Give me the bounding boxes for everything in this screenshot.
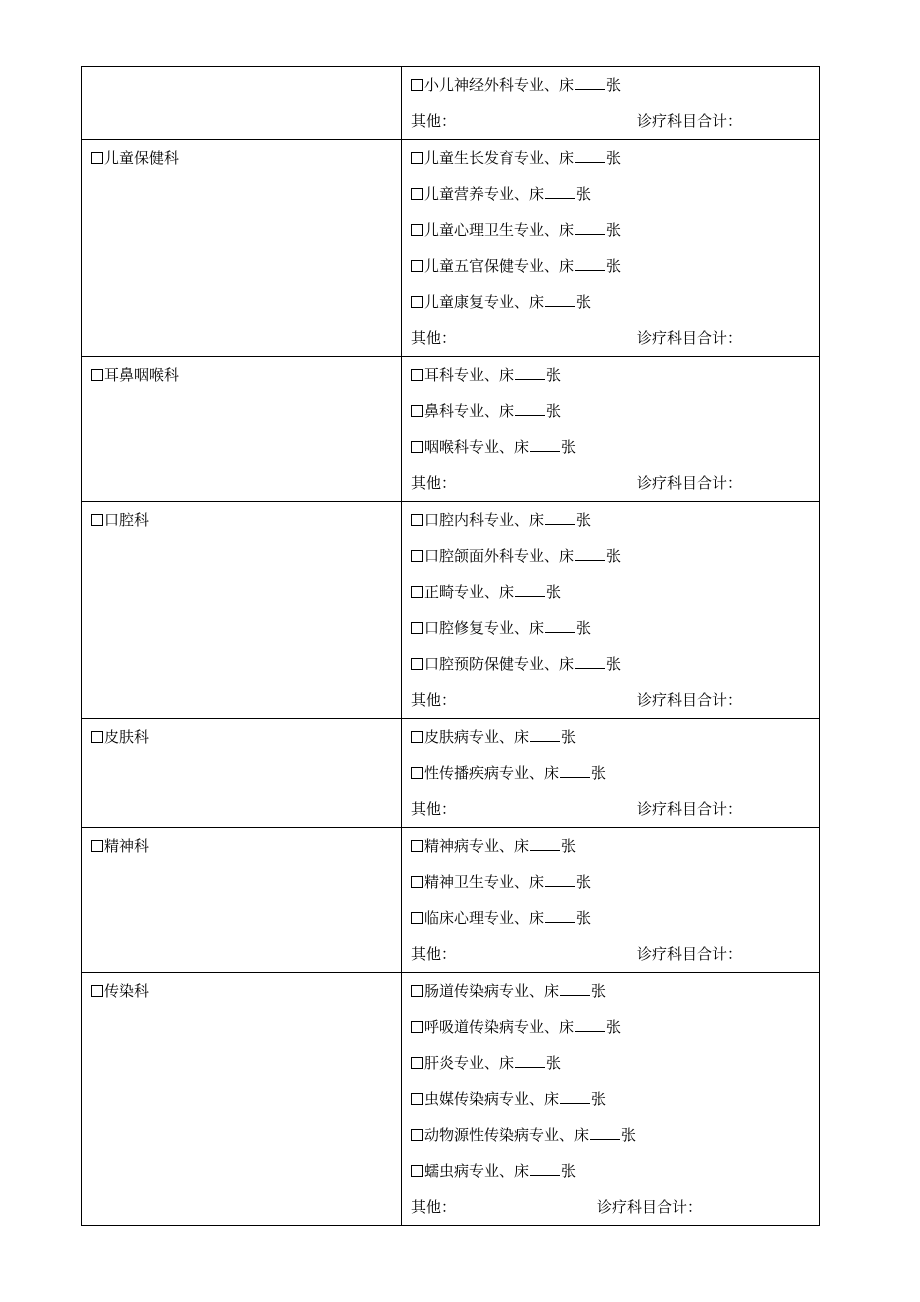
specialty-checkbox[interactable] (411, 1165, 423, 1177)
specialty-line (402, 502, 819, 538)
department-row (82, 140, 820, 357)
specialty-label: 虫媒传染病专业、 (424, 1090, 545, 1108)
department-cell (82, 973, 402, 1226)
specialty-checkbox[interactable] (411, 876, 423, 888)
specialty-line (402, 755, 819, 791)
subject-total-label: 诊疗科目合计： (637, 112, 743, 130)
department-line (82, 719, 401, 755)
specialty-cell (402, 67, 820, 140)
bed-count-blank[interactable] (575, 88, 605, 90)
subject-total-label: 诊疗科目合计： (637, 800, 743, 818)
bed-unit-label: 张 (591, 982, 607, 1000)
bed-count-blank[interactable] (530, 849, 560, 851)
bed-count-blank[interactable] (545, 921, 575, 923)
bed-label: 床 (529, 511, 545, 529)
specialty-label: 动物源性传染病专业、 (424, 1126, 575, 1144)
department-label: 传染科 (104, 982, 150, 1000)
bed-count-blank[interactable] (575, 1030, 605, 1032)
department-cell (82, 719, 402, 828)
specialty-line (402, 67, 819, 103)
department-row (82, 67, 820, 140)
bed-unit-label: 张 (546, 402, 562, 420)
bed-count-blank[interactable] (530, 450, 560, 452)
specialty-line (402, 284, 819, 320)
specialty-checkbox[interactable] (411, 1093, 423, 1105)
specialty-checkbox[interactable] (411, 622, 423, 634)
department-checkbox[interactable] (91, 731, 103, 743)
bed-unit-label: 张 (561, 1162, 577, 1180)
bed-count-blank[interactable] (515, 595, 545, 597)
specialty-line (402, 610, 819, 646)
specialty-cell (402, 828, 820, 973)
specialty-line (402, 574, 819, 610)
other-total-line (402, 320, 819, 356)
specialty-checkbox[interactable] (411, 912, 423, 924)
bed-label: 床 (529, 619, 545, 637)
specialty-label: 口腔修复专业、 (424, 619, 530, 637)
bed-unit-label: 张 (576, 873, 592, 891)
specialty-cell (402, 719, 820, 828)
specialty-line (402, 176, 819, 212)
bed-count-blank[interactable] (575, 161, 605, 163)
specialty-checkbox[interactable] (411, 840, 423, 852)
specialty-label: 口腔颌面外科专业、 (424, 547, 560, 565)
subject-total-label: 诊疗科目合计： (637, 474, 743, 492)
specialty-label: 精神病专业、 (424, 837, 515, 855)
bed-label: 床 (559, 149, 575, 167)
subject-total-label: 诊疗科目合计： (597, 1198, 703, 1216)
specialty-line (402, 1009, 819, 1045)
bed-label: 床 (499, 1054, 515, 1072)
bed-label: 床 (544, 982, 560, 1000)
other-total-line (402, 1189, 819, 1225)
bed-unit-label: 张 (606, 149, 622, 167)
specialty-checkbox[interactable] (411, 441, 423, 453)
bed-unit-label: 张 (606, 655, 622, 673)
specialty-checkbox[interactable] (411, 658, 423, 670)
bed-count-blank[interactable] (590, 1138, 620, 1140)
bed-unit-label: 张 (546, 583, 562, 601)
department-checkbox[interactable] (91, 369, 103, 381)
bed-label: 床 (529, 293, 545, 311)
specialty-checkbox[interactable] (411, 79, 423, 91)
bed-unit-label: 张 (606, 257, 622, 275)
department-line (82, 973, 401, 1009)
specialty-line (402, 1045, 819, 1081)
specialty-checkbox[interactable] (411, 1057, 423, 1069)
specialty-cell (402, 140, 820, 357)
bed-label: 床 (544, 1090, 560, 1108)
bed-unit-label: 张 (576, 909, 592, 927)
specialty-label: 儿童心理卫生专业、 (424, 221, 560, 239)
specialty-line (402, 1117, 819, 1153)
specialty-line (402, 140, 819, 176)
bed-label: 床 (499, 583, 515, 601)
other-label: 其他： (411, 329, 457, 347)
department-checkbox[interactable] (91, 985, 103, 997)
department-checkbox[interactable] (91, 514, 103, 526)
specialty-checkbox[interactable] (411, 369, 423, 381)
specialty-line (402, 719, 819, 755)
department-row (82, 719, 820, 828)
specialty-label: 正畸专业、 (424, 583, 500, 601)
specialty-label: 儿童营养专业、 (424, 185, 530, 203)
bed-label: 床 (514, 837, 530, 855)
specialty-line (402, 646, 819, 682)
specialty-line (402, 212, 819, 248)
department-cell (82, 828, 402, 973)
bed-label: 床 (559, 76, 575, 94)
other-total-line (402, 465, 819, 501)
department-row (82, 502, 820, 719)
specialty-label: 儿童生长发育专业、 (424, 149, 560, 167)
specialty-cell (402, 357, 820, 502)
specialty-checkbox[interactable] (411, 152, 423, 164)
bed-count-blank[interactable] (545, 523, 575, 525)
specialty-cell (402, 502, 820, 719)
bed-count-blank[interactable] (545, 305, 575, 307)
specialty-line (402, 1081, 819, 1117)
specialty-line (402, 429, 819, 465)
specialty-checkbox[interactable] (411, 405, 423, 417)
specialty-label: 蠕虫病专业、 (424, 1162, 515, 1180)
bed-unit-label: 张 (576, 293, 592, 311)
department-cell (82, 67, 402, 140)
specialty-checkbox[interactable] (411, 296, 423, 308)
other-total-line (402, 103, 819, 139)
bed-label: 床 (499, 366, 515, 384)
bed-label: 床 (559, 221, 575, 239)
specialty-label: 耳科专业、 (424, 366, 500, 384)
bed-count-blank[interactable] (515, 378, 545, 380)
specialty-checkbox[interactable] (411, 224, 423, 236)
bed-count-blank[interactable] (530, 1174, 560, 1176)
specialty-label: 咽喉科专业、 (424, 438, 515, 456)
bed-unit-label: 张 (606, 76, 622, 94)
bed-unit-label: 张 (561, 728, 577, 746)
specialty-checkbox[interactable] (411, 188, 423, 200)
department-line (82, 828, 401, 864)
department-cell (82, 502, 402, 719)
specialty-label: 口腔内科专业、 (424, 511, 530, 529)
other-label: 其他： (411, 945, 457, 963)
other-total-line (402, 682, 819, 718)
department-label: 口腔科 (104, 511, 150, 529)
specialty-label: 呼吸道传染病专业、 (424, 1018, 560, 1036)
specialty-label: 肠道传染病专业、 (424, 982, 545, 1000)
bed-count-blank[interactable] (560, 776, 590, 778)
bed-label: 床 (529, 185, 545, 203)
bed-unit-label: 张 (606, 547, 622, 565)
specialty-line (402, 357, 819, 393)
specialty-checkbox[interactable] (411, 550, 423, 562)
department-row (82, 973, 820, 1226)
department-label: 耳鼻咽喉科 (104, 366, 180, 384)
bed-count-blank[interactable] (545, 197, 575, 199)
bed-label: 床 (514, 438, 530, 456)
bed-count-blank[interactable] (515, 1066, 545, 1068)
bed-count-blank[interactable] (545, 885, 575, 887)
bed-unit-label: 张 (606, 1018, 622, 1036)
specialty-checkbox[interactable] (411, 1021, 423, 1033)
specialty-label: 皮肤病专业、 (424, 728, 515, 746)
specialty-line (402, 248, 819, 284)
bed-label: 床 (559, 257, 575, 275)
department-checkbox[interactable] (91, 840, 103, 852)
specialty-line (402, 900, 819, 936)
department-line (82, 140, 401, 176)
specialty-label: 临床心理专业、 (424, 909, 530, 927)
bed-label: 床 (529, 873, 545, 891)
bed-unit-label: 张 (561, 438, 577, 456)
specialty-label: 小儿神经外科专业、 (424, 76, 560, 94)
specialty-line (402, 1153, 819, 1189)
specialty-checkbox[interactable] (411, 260, 423, 272)
bed-unit-label: 张 (576, 185, 592, 203)
department-row (82, 828, 820, 973)
department-label: 精神科 (104, 837, 150, 855)
specialty-label: 儿童五官保健专业、 (424, 257, 560, 275)
bed-count-blank[interactable] (530, 740, 560, 742)
specialty-checkbox[interactable] (411, 767, 423, 779)
bed-count-blank[interactable] (575, 233, 605, 235)
specialty-checkbox[interactable] (411, 514, 423, 526)
other-total-line (402, 791, 819, 827)
bed-label: 床 (499, 402, 515, 420)
bed-label: 床 (514, 1162, 530, 1180)
specialty-line (402, 828, 819, 864)
bed-label: 床 (559, 655, 575, 673)
bed-label: 床 (529, 909, 545, 927)
specialty-line (402, 864, 819, 900)
bed-count-blank[interactable] (515, 414, 545, 416)
other-label: 其他： (411, 112, 457, 130)
other-label: 其他： (411, 474, 457, 492)
specialty-label: 肝炎专业、 (424, 1054, 500, 1072)
other-label: 其他： (411, 691, 457, 709)
bed-unit-label: 张 (591, 1090, 607, 1108)
department-checkbox[interactable] (91, 152, 103, 164)
specialty-label: 精神卫生专业、 (424, 873, 530, 891)
bed-count-blank[interactable] (545, 631, 575, 633)
bed-count-blank[interactable] (560, 1102, 590, 1104)
bed-unit-label: 张 (546, 366, 562, 384)
bed-label: 床 (544, 764, 560, 782)
department-row (82, 357, 820, 502)
specialty-label: 鼻科专业、 (424, 402, 500, 420)
bed-label: 床 (574, 1126, 590, 1144)
specialty-line (402, 538, 819, 574)
specialty-line (402, 973, 819, 1009)
department-cell (82, 357, 402, 502)
bed-count-blank[interactable] (560, 994, 590, 996)
subject-total-label: 诊疗科目合计： (637, 945, 743, 963)
bed-unit-label: 张 (576, 619, 592, 637)
bed-count-blank[interactable] (575, 667, 605, 669)
department-line (82, 357, 401, 393)
specialty-checkbox[interactable] (411, 586, 423, 598)
bed-unit-label: 张 (591, 764, 607, 782)
department-form-table (81, 66, 820, 1226)
bed-unit-label: 张 (621, 1126, 637, 1144)
department-label: 儿童保健科 (104, 149, 180, 167)
specialty-line (402, 393, 819, 429)
bed-label: 床 (514, 728, 530, 746)
specialty-label: 性传播疾病专业、 (424, 764, 545, 782)
subject-total-label: 诊疗科目合计： (637, 329, 743, 347)
specialty-checkbox[interactable] (411, 985, 423, 997)
bed-unit-label: 张 (576, 511, 592, 529)
specialty-label: 儿童康复专业、 (424, 293, 530, 311)
department-line (82, 502, 401, 538)
bed-label: 床 (559, 547, 575, 565)
subject-total-label: 诊疗科目合计： (637, 691, 743, 709)
bed-count-blank[interactable] (575, 269, 605, 271)
bed-unit-label: 张 (561, 837, 577, 855)
specialty-label: 口腔预防保健专业、 (424, 655, 560, 673)
specialty-checkbox[interactable] (411, 1129, 423, 1141)
bed-count-blank[interactable] (575, 559, 605, 561)
other-label: 其他： (411, 800, 457, 818)
specialty-checkbox[interactable] (411, 731, 423, 743)
other-total-line (402, 936, 819, 972)
other-label: 其他： (411, 1198, 457, 1216)
bed-unit-label: 张 (546, 1054, 562, 1072)
department-label: 皮肤科 (104, 728, 150, 746)
bed-label: 床 (559, 1018, 575, 1036)
bed-unit-label: 张 (606, 221, 622, 239)
specialty-cell (402, 973, 820, 1226)
department-cell (82, 140, 402, 357)
